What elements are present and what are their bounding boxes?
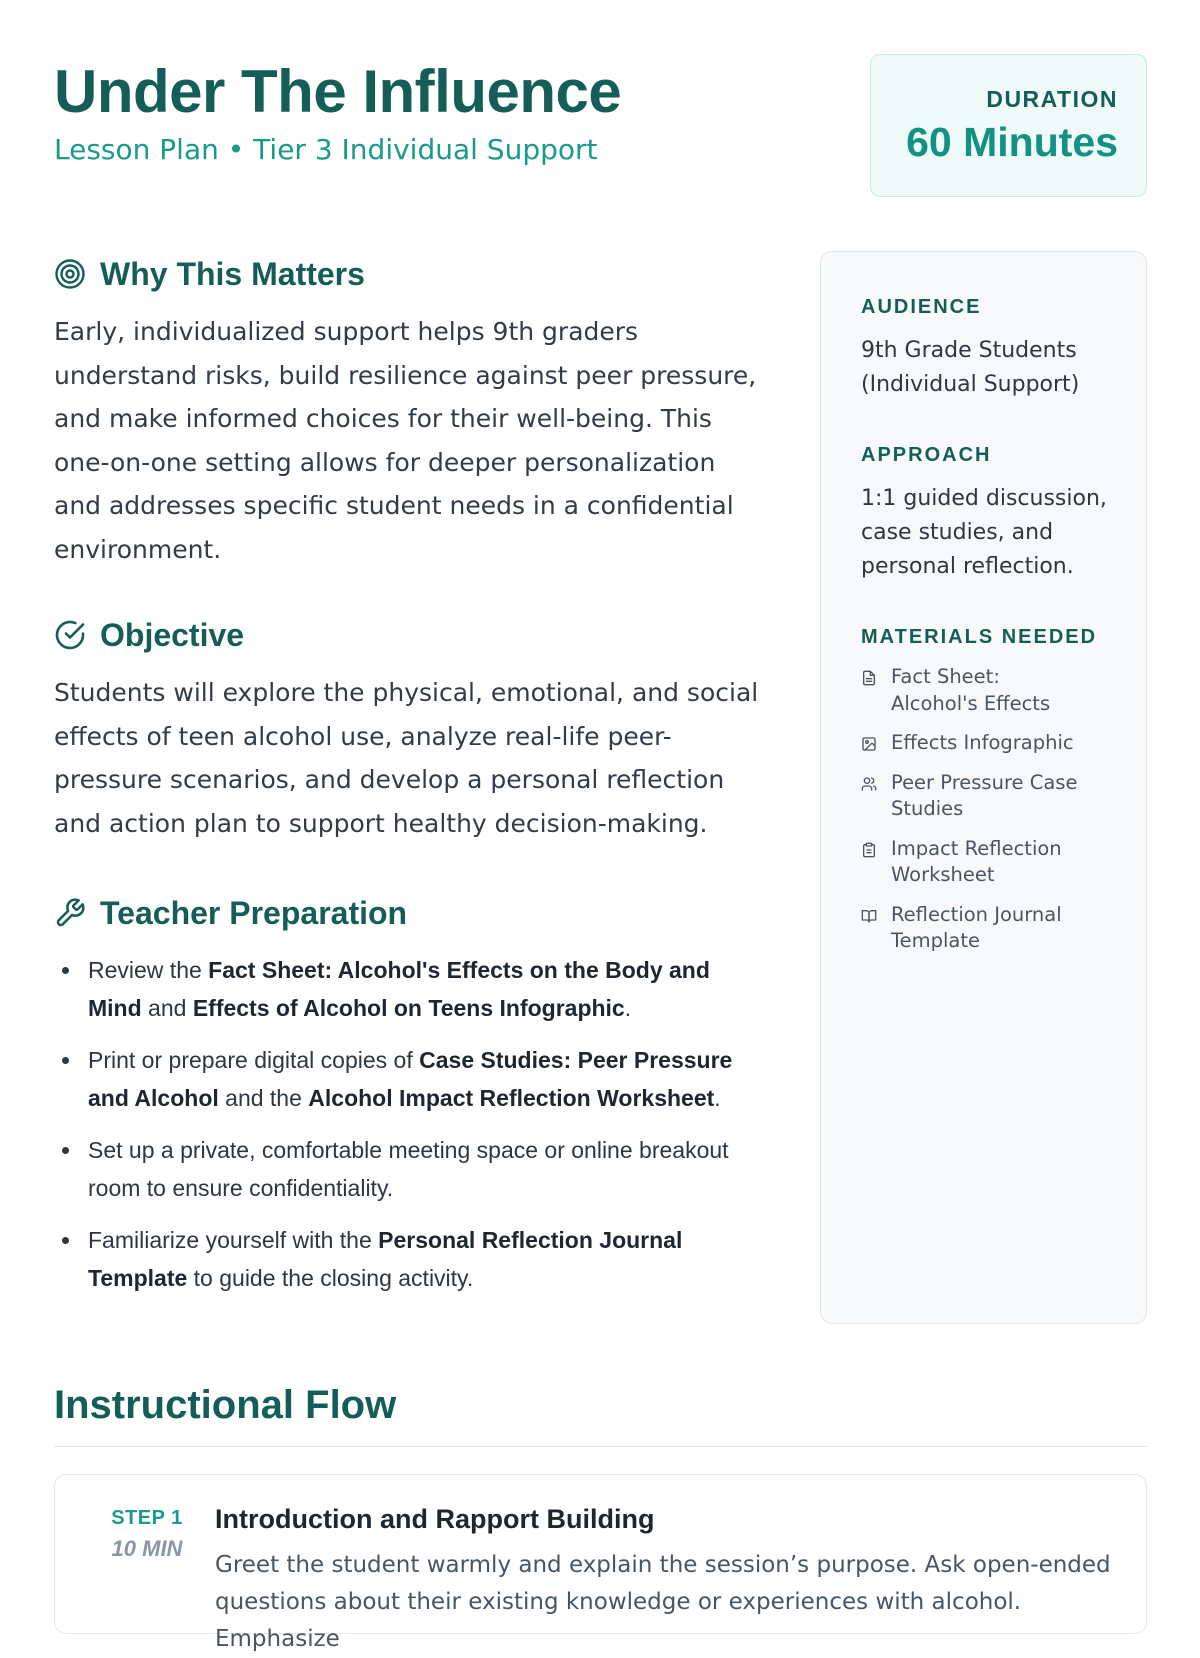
step-body xyxy=(215,1501,1115,1658)
materials-list xyxy=(861,664,1116,955)
why-text: Early, individualized support helps 9th graders understand risks, build resilience against peer pressure, and make informed choices for their well-being. This one-on-one setting allows for deeper personalization and addresses specific student needs in a confidential environment. xyxy=(54,317,757,564)
divider xyxy=(54,1446,1147,1447)
prep-heading-text: Teacher Preparation xyxy=(100,894,408,931)
prep-item: Familiarize yourself with the Personal Reflection Journal Template to guide the closing activity. xyxy=(54,1221,764,1297)
objective-heading xyxy=(54,613,764,657)
image-icon xyxy=(861,736,877,752)
step-title: Introduction and Rapport Building xyxy=(215,1504,655,1534)
step-number: STEP 1 xyxy=(111,1507,183,1529)
prep-section xyxy=(54,891,764,1297)
audience-label: AUDIENCE xyxy=(861,296,982,318)
prep-item: Set up a private, comfortable meeting space or online breakout room to ensure confidentiality. xyxy=(54,1131,764,1207)
document-icon xyxy=(861,670,877,686)
step-time: 10 MIN xyxy=(111,1536,183,1561)
duration-box xyxy=(870,54,1147,197)
material-item: Reflection Journal Template xyxy=(861,902,1116,955)
page-subtitle: Lesson Plan • Tier 3 Individual Support xyxy=(54,133,598,166)
step-description: Greet the student warmly and explain the session’s purpose. Ask open-ended questions about their existing knowledge or experiences with alcohol. Emphasize xyxy=(215,1552,1111,1652)
instructional-flow-title: Instructional Flow xyxy=(54,1383,397,1427)
material-item: Fact Sheet: Alcohol's Effects xyxy=(861,664,1116,717)
step-card xyxy=(54,1474,1147,1652)
material-item: Impact Reflection Worksheet xyxy=(861,836,1116,889)
prep-list xyxy=(54,951,764,1297)
objective-heading-text: Objective xyxy=(100,616,245,653)
prep-item: Print or prepare digital copies of Case Studies: Peer Pressure and Alcohol and the Alcohol Impact Reflection Worksheet. xyxy=(54,1041,764,1117)
material-item: Peer Pressure Case Studies xyxy=(861,770,1116,823)
prep-item: Review the Fact Sheet: Alcohol's Effects on the Body and Mind and Effects of Alcohol on Teens Infographic. xyxy=(54,951,764,1027)
users-icon xyxy=(861,776,877,792)
page-header xyxy=(54,56,621,170)
material-item: Effects Infographic xyxy=(861,730,1116,757)
info-sidebar xyxy=(820,251,1147,1324)
check-circle-icon xyxy=(54,619,86,651)
why-section xyxy=(54,252,764,571)
approach-label: APPROACH xyxy=(861,444,992,466)
duration-label: DURATION xyxy=(986,86,1118,112)
objective-section xyxy=(54,613,764,845)
page-title: Under The Influence xyxy=(54,58,622,125)
wrench-icon xyxy=(54,897,86,929)
objective-text: Students will explore the physical, emotional, and social effects of teen alcohol use, analyze real-life peer-pressure scenarios, and develop a personal reflection and action plan to support healthy decision-making. xyxy=(54,678,759,838)
approach-text: 1:1 guided discussion, case studies, and personal reflection. xyxy=(861,486,1107,579)
materials-label: MATERIALS NEEDED xyxy=(861,626,1098,648)
clipboard-icon xyxy=(861,842,877,858)
book-icon xyxy=(861,908,877,924)
prep-heading xyxy=(54,891,764,935)
audience-text: 9th Grade Students (Individual Support) xyxy=(861,338,1080,397)
why-heading xyxy=(54,252,764,296)
main-content xyxy=(54,252,764,1311)
target-icon xyxy=(54,258,86,290)
step-meta xyxy=(95,1505,199,1563)
why-heading-text: Why This Matters xyxy=(100,255,365,292)
duration-value: 60 Minutes xyxy=(906,119,1118,165)
